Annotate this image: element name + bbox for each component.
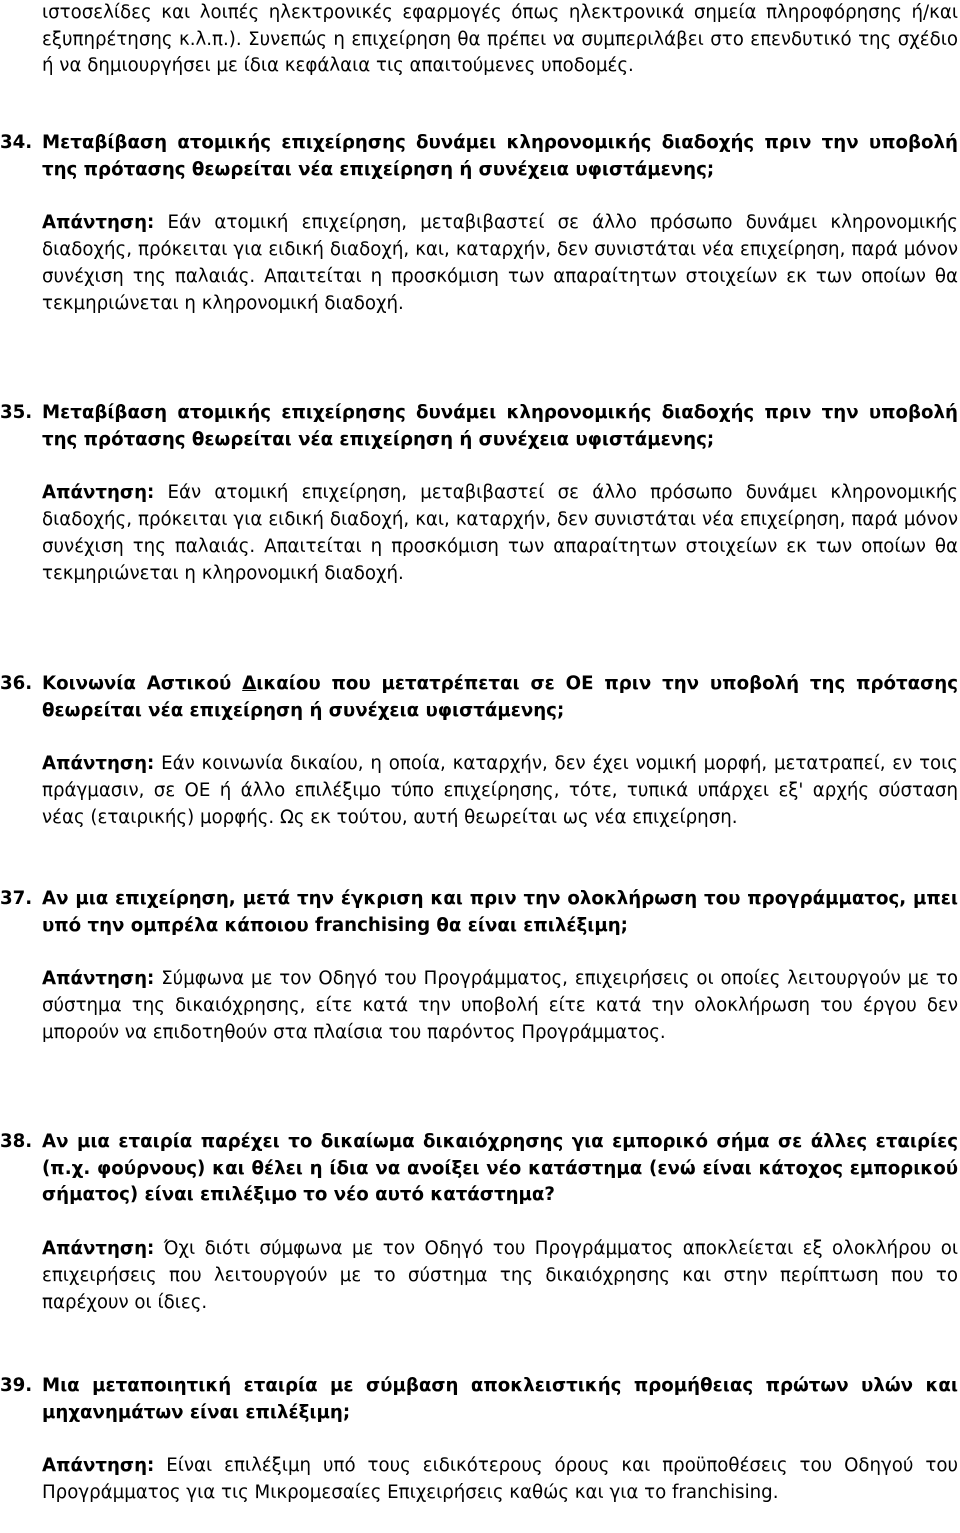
question-text: Μεταβίβαση ατομικής επιχείρησης δυνάμει κληρονομικής διαδοχής πριν την υποβολή της πρότασης θεωρείται νέα επιχείρηση ή συνέχεια υφιστάμενης; <box>42 402 958 450</box>
question-34 <box>0 130 958 183</box>
question-text: Αν μια επιχείρηση, μετά την έγκριση και πριν την ολοκλήρωση του προγράμματος, μπει υπό την ομπρέλα κάποιου franchising θα είναι επιλέξιμη; <box>42 888 958 936</box>
question-number: 36. <box>0 673 33 694</box>
answer-text: Εάν κοινωνία δικαίου, η οποία, καταρχήν, δεν έχει νομική μορφή, μετατραπεί, εν τοις πράγμασιν, σε ΟΕ ή άλλο επιλέξιμο τύπο επιχείρησης, τότε, τυπικά υπάρχει εξ' αρχής σύσταση νέας (εταιρικής) μορφής. Ως εκ τούτου, αυτή θεωρείται ως νέα επιχείρηση. <box>42 753 958 829</box>
answer-label: Απάντηση: <box>42 1237 155 1259</box>
question-text: Μεταβίβαση ατομικής επιχείρησης δυνάμει κληρονομικής διαδοχής πριν την υποβολή της πρότασης θεωρείται νέα επιχείρηση ή συνέχεια υφιστάμενης; <box>42 132 958 180</box>
question-number: 34. <box>0 132 33 153</box>
qa-item-37 <box>0 886 960 1046</box>
intro-paragraph: ιστοσελίδες και λοιπές ηλεκτρονικές εφαρμογές όπως ηλεκτρονικά σημεία πληροφόρησης ή/και εξυπηρέτησης κ.λ.π.). Συνεπώς η επιχείρηση θα πρέπει να συμπεριλάβει στο επενδυτικό της σχέδιο ή να δημιουργήσει με ίδια κεφάλαια τις απαιτούμενες υποδομές. <box>42 2 958 76</box>
answer-text: Σύμφωνα με τον Οδηγό του Προγράμματος, επιχειρήσεις οι οποίες λειτουργούν με το σύστημα της δικαιόχρησης, είτε κατά την υποβολή είτε κατά την ολοκλήρωση του έργου δεν μπορούν να επιδοτηθούν στα πλαίσια του παρόντος Προγράμματος. <box>42 968 958 1044</box>
answer-label: Απάντηση: <box>42 753 155 775</box>
answer-label: Απάντηση: <box>42 212 155 234</box>
answer-text: Είναι επιλέξιμη υπό τους ειδικότερους όρους και προϋποθέσεις του Οδηγού του Προγράμματος για τις Μικρομεσαίες Επιχειρήσεις καθώς και για το franchising. <box>42 1455 958 1504</box>
qa-item-35 <box>0 400 960 587</box>
question-number: 38. <box>0 1131 33 1152</box>
answer-38 <box>0 1235 958 1316</box>
question-text: Μια μεταποιητική εταιρία με σύμβαση αποκλειστικής προμήθειας πρώτων υλών και μηχανημάτων είναι επιλέξιμη; <box>42 1375 958 1423</box>
question-text-underlined: Δ <box>242 673 257 694</box>
question-38 <box>0 1129 958 1209</box>
question-36 <box>0 671 958 724</box>
answer-text: Εάν ατομική επιχείρηση, μεταβιβαστεί σε άλλο πρόσωπο δυνάμει κληρονομικής διαδοχής, πρόκειται για ειδική διαδοχή, και, καταρχήν, δεν συνιστάται νέα επιχείρηση, παρά μόνον συνέχιση της παλαιάς. Απαιτείται η προσκόμιση των απαραίτητων στοιχείων εκ των οποίων θα τεκμηριώνεται η κληρονομική διαδοχή. <box>42 212 958 315</box>
question-37 <box>0 886 958 939</box>
answer-37 <box>0 965 958 1046</box>
question-text-end: ικαίου που μετατρέπεται σε ΟΕ πριν την υποβολή της πρότασης θεωρείται νέα επιχείρηση ή συνέχεια υφιστάμενης; <box>42 673 958 721</box>
answer-35 <box>0 479 958 587</box>
question-35 <box>0 400 958 453</box>
qa-item-34 <box>0 130 960 317</box>
question-number: 35. <box>0 402 33 423</box>
answer-text: Όχι διότι σύμφωνα με τον Οδηγό του Προγράμματος αποκλείεται εξ ολοκλήρου οι επιχειρήσεις που λειτουργούν με το σύστημα της δικαιόχρησης και στην περίπτωση που το παρέχουν οι ίδιες. <box>42 1237 958 1313</box>
answer-36 <box>0 750 958 831</box>
answer-text: Εάν ατομική επιχείρηση, μεταβιβαστεί σε άλλο πρόσωπο δυνάμει κληρονομικής διαδοχής, πρόκειται για ειδική διαδοχή, και, καταρχήν, δεν συνιστάται νέα επιχείρηση, παρά μόνον συνέχιση της παλαιάς. Απαιτείται η προσκόμιση των απαραίτητων στοιχείων εκ των οποίων θα τεκμηριώνεται η κληρονομική διαδοχή. <box>42 482 958 585</box>
qa-item-36 <box>0 671 960 831</box>
question-number: 39. <box>0 1375 33 1396</box>
answer-34 <box>0 209 958 317</box>
answer-39 <box>0 1452 958 1506</box>
answer-label: Απάντηση: <box>42 1455 155 1477</box>
question-39 <box>0 1373 958 1426</box>
qa-item-39 <box>0 1373 960 1506</box>
question-text-start: Κοινωνία Αστικού <box>42 673 243 694</box>
qa-item-38 <box>0 1129 960 1316</box>
answer-label: Απάντηση: <box>42 968 155 990</box>
question-text: Αν μια εταιρία παρέχει το δικαίωμα δικαιόχρησης για εμπορικό σήμα σε άλλες εταιρίες (π.χ. φούρνους) και θέλει η ίδια να ανοίξει νέο κατάστημα (ενώ είναι κάτοχος εμπορικού σήματος) είναι επιλέξιμο το νέο αυτό κατάστημα? <box>42 1131 958 1206</box>
answer-label: Απάντηση: <box>42 482 155 504</box>
question-number: 37. <box>0 888 33 909</box>
